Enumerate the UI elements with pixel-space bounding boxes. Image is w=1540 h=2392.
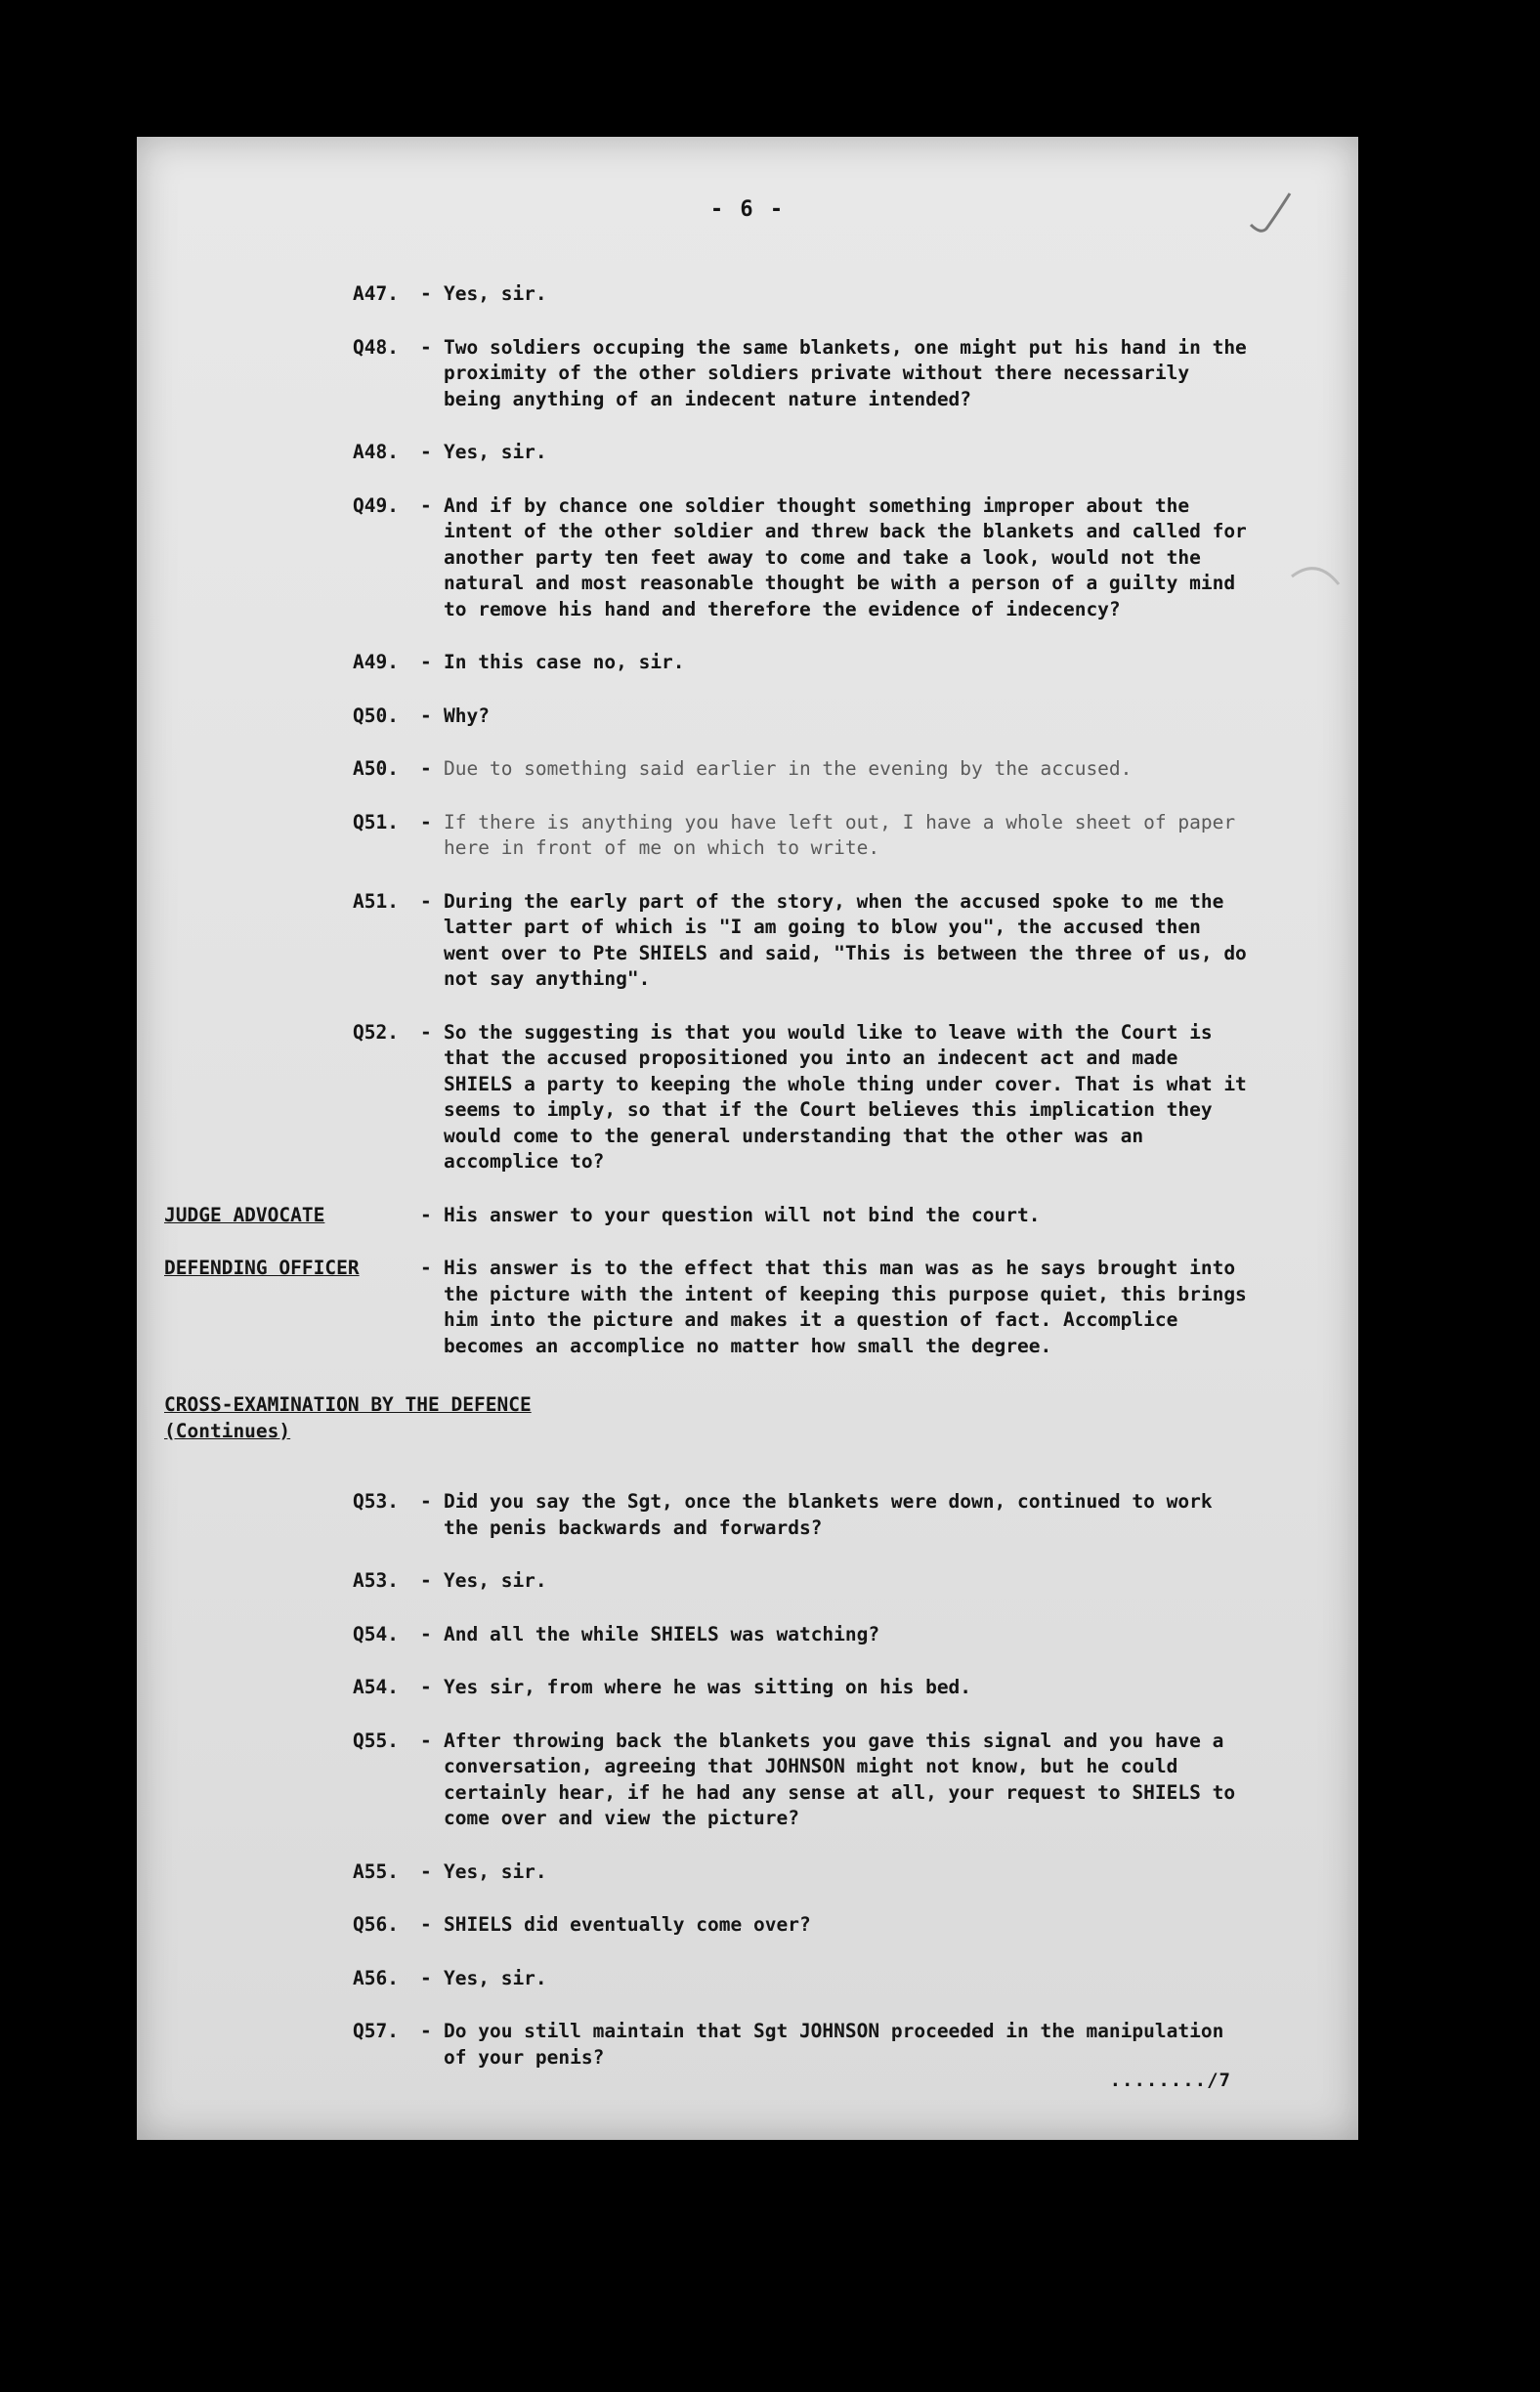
entry-dash: - — [420, 493, 432, 517]
transcript-entry — [164, 1203, 1337, 1229]
transcript-entry — [164, 704, 1337, 730]
transcript-entry — [164, 650, 1337, 676]
entry-dash: - — [420, 810, 432, 833]
entry-text: Yes, sir. — [444, 441, 547, 463]
transcript-entry — [164, 756, 1337, 783]
entry-text: Did you say the Sgt, once the blankets were down, continued to work the penis backwards and forwards? — [444, 1490, 1224, 1539]
entry-code: JUDGE ADVOCATE — [164, 1203, 325, 1226]
entry-text: Yes, sir. — [444, 282, 547, 305]
transcript-entry — [164, 335, 1337, 413]
entry-dash: - — [420, 1966, 432, 1989]
entry-dash: - — [420, 651, 432, 673]
entry-code: Q57. — [353, 2020, 399, 2042]
transcript-entry — [164, 493, 1337, 623]
entry-dash: - — [420, 1257, 432, 1279]
entry-code: A53. — [353, 1569, 399, 1592]
entry-text: Yes, sir. — [444, 1966, 547, 1989]
transcript-entry — [164, 1568, 1337, 1595]
entry-text: Two soldiers occuping the same blankets, one might put his hand in the proximity of the other soldiers private without there necessarily being anything of an indecent nature intended? — [444, 335, 1259, 410]
entry-dash: - — [420, 335, 432, 359]
entry-code: A56. — [353, 1966, 399, 1989]
entry-code: A54. — [353, 1676, 399, 1698]
entry-code: Q55. — [353, 1729, 399, 1752]
entry-text: In this case no, sir. — [444, 651, 685, 673]
entry-code: Q49. — [353, 493, 399, 517]
entry-text: During the early part of the story, when the accused spoke to me the latter part of which is "I am going to blow you", the accused then went over to Pte SHIELS and said, "This is between the three of us, do not say anything". — [444, 889, 1259, 990]
entry-dash: - — [420, 757, 432, 780]
entry-dash: - — [420, 1729, 432, 1752]
entry-text: Yes sir, from where he was sitting on his bed. — [444, 1676, 972, 1698]
entry-dash: - — [420, 704, 432, 727]
entry-text: Due to something said earlier in the evening by the accused. — [444, 757, 1133, 780]
entry-dash: - — [420, 1622, 432, 1645]
entry-dash: - — [420, 1490, 432, 1513]
transcript-entry — [164, 281, 1337, 308]
entry-text: His answer is to the effect that this man was as he says brought into the picture with the intent of keeping this purpose quiet, this brings him into the picture and makes it a question of fact. Accomplice becomes an accomplice no matter how small the degree. — [444, 1257, 1259, 1357]
transcript-entry — [164, 1912, 1337, 1939]
entry-code: A55. — [353, 1859, 399, 1883]
entry-code: A50. — [353, 757, 399, 780]
entry-text: Yes, sir. — [444, 1569, 547, 1592]
entry-dash: - — [420, 2020, 432, 2042]
entry-code: A47. — [353, 282, 399, 305]
entry-dash: - — [420, 1020, 432, 1044]
entry-dash: - — [420, 441, 432, 463]
transcript-entry — [164, 1622, 1337, 1648]
transcript-entry — [164, 2019, 1337, 2071]
page-continuation: ......../7 — [1109, 2070, 1231, 2091]
entry-text: Do you still maintain that Sgt JOHNSON proceeded in the manipulation of your penis? — [444, 2020, 1236, 2069]
transcript-body — [164, 281, 1337, 2098]
entry-code: Q54. — [353, 1622, 399, 1645]
entry-code: Q48. — [353, 335, 399, 359]
entry-text: Why? — [444, 704, 490, 727]
transcript-entry — [164, 1729, 1337, 1832]
entry-text: And if by chance one soldier thought something improper about the intent of the other soldier and threw back the blankets and called for another party ten feet away to come and take a look, would not the natural and most reasonable thought be with a person of a guilty mind to remove his hand and therefore the evidence of indecency? — [444, 493, 1259, 620]
entry-code: DEFENDING OFFICER — [164, 1257, 360, 1279]
entry-dash: - — [420, 1203, 432, 1226]
entry-code: A48. — [353, 441, 399, 463]
entry-text: So the suggesting is that you would like to leave with the Court is that the accused propositioned you into an indecent act and made SHIELS a party to keeping the whole thing under cover. That is what it seems to imply, so that if the Court believes this implication they would come to the general understanding that the other was an accomplice to? — [444, 1020, 1259, 1173]
entry-dash: - — [420, 1569, 432, 1592]
entry-code: Q51. — [353, 810, 399, 833]
transcript-entry — [164, 1489, 1337, 1541]
entry-code: A49. — [353, 651, 399, 673]
entry-code: A51. — [353, 889, 399, 913]
transcript-entry — [164, 440, 1337, 466]
entry-text: After throwing back the blankets you gave this signal and you have a conversation, agreeing that JOHNSON might not know, but he could certainly hear, if he had any sense at all, your request to SHIELS to come over and view the picture? — [444, 1729, 1247, 1829]
entry-dash: - — [420, 1676, 432, 1698]
entry-text: Yes, sir. — [444, 1859, 547, 1883]
entry-code: Q52. — [353, 1020, 399, 1044]
margin-mark — [1288, 557, 1347, 596]
entry-text: And all the while SHIELS was watching? — [444, 1622, 880, 1645]
entry-code: Q50. — [353, 704, 399, 727]
entry-text: SHIELS did eventually come over? — [444, 1913, 811, 1936]
entry-code: Q56. — [353, 1913, 399, 1936]
transcript-entry — [164, 810, 1337, 862]
transcript-entry — [164, 1256, 1337, 1359]
transcript-entry — [164, 1966, 1337, 1992]
entry-text: If there is anything you have left out, I have a whole sheet of paper here in front of me on which to write. — [444, 810, 1247, 859]
entry-text: His answer to your question will not bind the court. — [444, 1203, 1041, 1226]
entry-dash: - — [420, 889, 432, 913]
entry-dash: - — [420, 1859, 432, 1883]
checkmark-annotation — [1241, 186, 1300, 244]
entry-dash: - — [420, 282, 432, 305]
section-heading: CROSS-EXAMINATION BY THE DEFENCE (Continues) — [164, 1393, 532, 1442]
entry-dash: - — [420, 1913, 432, 1936]
transcript-entry — [164, 889, 1337, 993]
entry-code: Q53. — [353, 1490, 399, 1513]
document-page — [137, 137, 1358, 2140]
transcript-entry — [164, 1675, 1337, 1701]
transcript-entry — [164, 1859, 1337, 1886]
page-number: - 6 - — [709, 197, 786, 222]
transcript-entry — [164, 1020, 1337, 1175]
